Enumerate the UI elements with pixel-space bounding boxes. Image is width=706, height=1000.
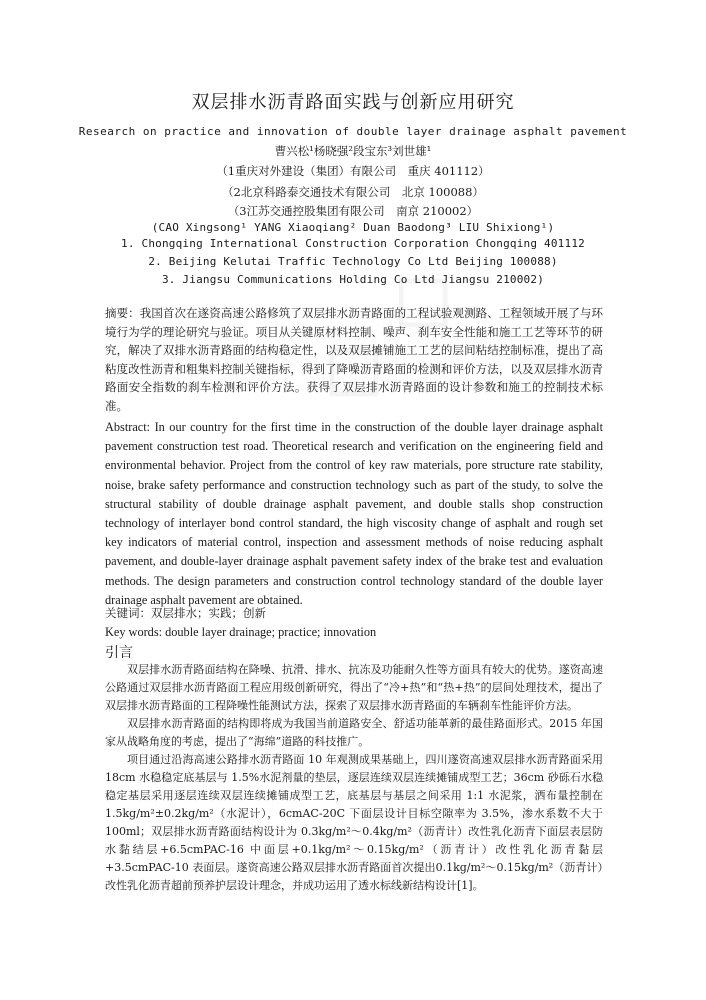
- section-heading-introduction: 引言: [105, 645, 133, 661]
- keywords-zh: 关键词：双层排水；实践；创新: [105, 606, 266, 620]
- author-list-en: (CAO Xingsong¹ YANG Xiaoqiang² Duan Baodong³ LIU Shixiong¹): [151, 221, 555, 234]
- affiliation-en-1: 1. Chongqing International Construction Corporation Chongqing 401112: [121, 237, 585, 250]
- keywords-en: Key words: double layer drainage; practice; innovation: [105, 625, 377, 639]
- body-text: [105, 661, 603, 895]
- abstract-zh: 摘要：我国首次在遂资高速公路修筑了双层排水沥青路面的工程试验观测路、工程领域开展了与环境行为学的理论研究与验证。项目从关键原材料控制、噪声、刹车安全性能和施工工艺等环节的研究，解决了双排水沥青路面的结构稳定性，以及双层摊铺施工工艺的层间粘结控制标准，提出了高粘度改性沥青和粗集料控制关键指标，得到了降噪沥青路面的检测和评价方法，以及双层排水沥青路面安全指数的刹车检测和评价方法。获得了双层排水沥青路面的设计参数和施工的控制技术标准。: [105, 306, 603, 413]
- affiliation-3: （3江苏交通控股集团有限公司 南京 210002）: [227, 204, 479, 218]
- affiliation-en-3: 3. Jiangsu Communications Holding Co Ltd Jiangsu 210002): [161, 273, 545, 286]
- author-list: 曹兴松¹杨晓强²段宝东³刘世雄¹: [274, 144, 432, 158]
- body-paragraph-3: 项目通过沿海高速公路排水沥青路面 10 年观测成果基础上，四川遂资高速双层排水沥青路面采用 18cm 水稳稳定底基层与 1.5%水泥剂量的垫层，逐层连续双层连续摊铺成型工艺；36cm 砂砾石水稳稳定基层采用逐层连续双层连续摊铺成型工艺，底基层与基层之间采用 1:1 水泥浆，洒布量控制在 1.5kg/m²±0.2kg/m²（水泥计），6cmAC-20C 下面层设计目标空隙率为 3.5%，渗水系数不大于 100ml；双层排水沥青路面结构设计为 0.3kg/m²～0.4kg/m²（沥青计）改性乳化沥青下面层表层防水黏结层+6.5cmPAC-16 中面层+0.1kg/m²～0.15kg/m²（沥青计）改性乳化沥青黏层+3.5cmPAC-10 表面层。遂资高速公路双层排水沥青路面首次提出0.1kg/m²～0.15kg/m²（沥青计）改性乳化沥青超前预养护层设计理念，并成功运用了透水标线新结构设计[1]。: [105, 753, 603, 892]
- body-paragraph-2: 双层排水沥青路面的结构即将成为我国当前道路安全、舒适功能革新的最佳路面形式。2015 年国家从战略角度的考虑，提出了“海绵”道路的科技推广。: [105, 717, 603, 748]
- abstract-en: Abstract: In our country for the first time in the construction of the double layer drainage asphalt pavement construction test road. Theoretical research and verification on the engineering field and environmental behavior. Project from the control of key raw materials, pore structure rate stability, noise, brake safety performance and construction technology such as part of the study, to solve the structural stability of double drainage asphalt pavement, and double stalls shop construction technology of interlayer bond control standard, the high viscosity change of asphalt and rough set key indicators of material control, inspection and assessment methods of noise reducing asphalt pavement, and double-layer drainage asphalt pavement safety index of the brake test and evaluation methods. The design parameters and construction control technology standard of the double layer drainage asphalt pavement are obtained.: [105, 420, 603, 607]
- paper-title: 双层排水沥青路面实践与创新应用研究: [191, 92, 515, 113]
- affiliation-1: （1重庆对外建设（集团）有限公司 重庆 401112）: [216, 164, 490, 178]
- body-paragraph-1: 双层排水沥青路面结构在降噪、抗滑、排水、抗冻及功能耐久性等方面具有较大的优势。遂资高速公路通过双层排水沥青路面工程应用级创新研究，得出了“冷+热”和“热+热”的层间处理技术，提出了双层排水沥青路面的工程降噪性能测试方法，探索了双层排水沥青路面的车辆刹车性能评价方法。: [105, 663, 603, 712]
- paper-title-en: Research on practice and innovation of double layer drainage asphalt pavement: [78, 125, 628, 138]
- affiliation-en-2: 2. Beijing Kelutai Traffic Technology Co Ltd Beijing 100088): [148, 255, 558, 268]
- affiliation-2: （2北京科路泰交通技术有限公司 北京 100088）: [222, 185, 484, 199]
